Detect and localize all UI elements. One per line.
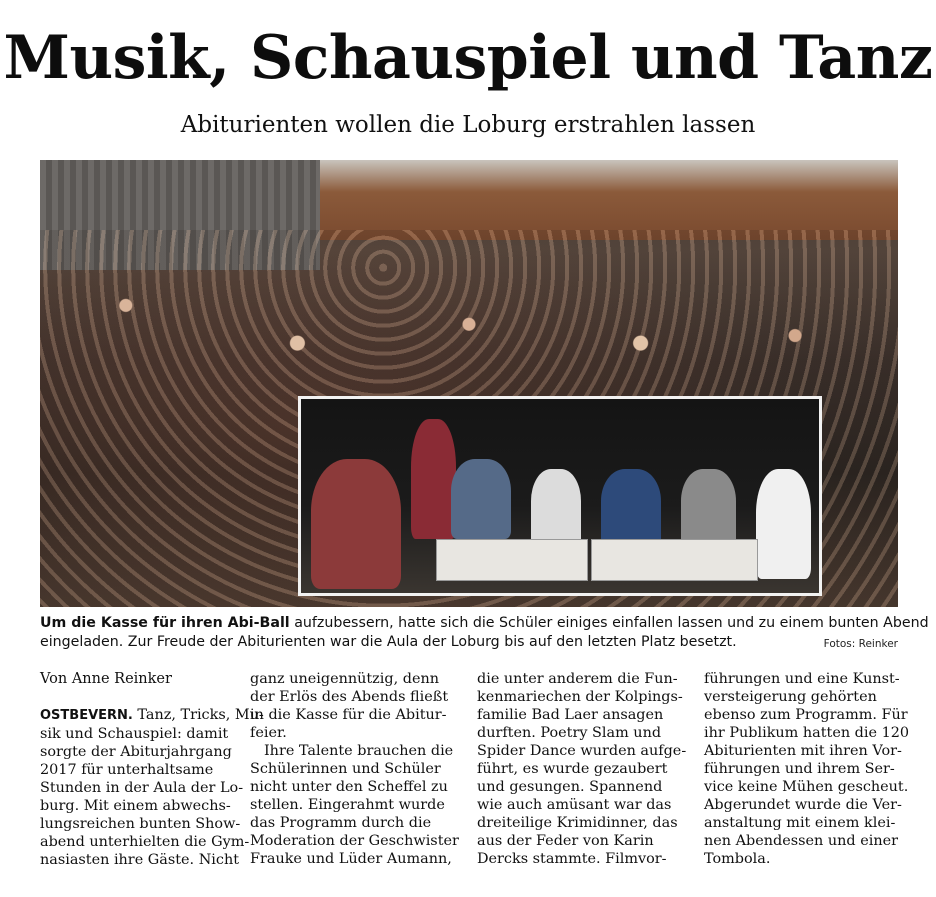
photo-caption bbox=[40, 614, 929, 652]
text-line: und gesungen. Spannend bbox=[477, 779, 663, 795]
text-line: familie Bad Laer ansagen bbox=[477, 707, 664, 723]
audience-photo bbox=[40, 160, 898, 607]
text-line: Spider Dance wurden aufge- bbox=[477, 743, 687, 759]
author: Von Anne Reinker bbox=[40, 671, 172, 687]
text-line: Abgerundet wurde die Ver- bbox=[704, 797, 902, 813]
text-line: burg. Mit einem abwechs- bbox=[40, 798, 231, 814]
text-line: kenmariechen der Kolpings- bbox=[477, 689, 683, 705]
text-line: führt, es wurde gezaubert bbox=[477, 761, 668, 777]
stage-inset-photo bbox=[298, 396, 822, 596]
text-line: ganz uneigennützig, denn bbox=[250, 671, 439, 687]
text-line: führungen und ihrem Ser- bbox=[704, 761, 895, 777]
text-line: feier. bbox=[250, 725, 287, 741]
text-line: lungsreichen bunten Show- bbox=[40, 816, 241, 832]
text-line: Frauke und Lüder Aumann, bbox=[250, 851, 452, 867]
dateline: OSTBEVERN. bbox=[40, 708, 133, 723]
text-line: Tanz, Tricks, Mu- bbox=[132, 707, 264, 723]
text-line: Ihre Talente brauchen die bbox=[264, 743, 454, 759]
text-line: Stunden in der Aula der Lo- bbox=[40, 780, 244, 796]
caption-text: aufzubessern, hatte sich die Schüler einiges einfallen lassen und zu einem bunten Abend bbox=[289, 615, 929, 631]
text-line: in die Kasse für die Abitur- bbox=[250, 707, 447, 723]
text-line: 2017 für unterhaltsame bbox=[40, 762, 214, 778]
text-line: durften. Poetry Slam und bbox=[477, 725, 662, 741]
text-line: sik und Schauspiel: damit bbox=[40, 726, 229, 742]
performer bbox=[756, 469, 811, 579]
text-line: ebenso zum Programm. Für bbox=[704, 707, 908, 723]
text-line: die unter anderem die Fun- bbox=[477, 671, 678, 687]
text-line: der Erlös des Abends fließt bbox=[250, 689, 449, 705]
text-line: versteigerung gehörten bbox=[704, 689, 877, 705]
performer bbox=[311, 459, 401, 589]
text-line: Abiturienten mit ihren Vor- bbox=[704, 743, 902, 759]
text-line: Schülerinnen und Schüler bbox=[250, 761, 441, 777]
headline: Musik, Schauspiel und Tanz bbox=[3, 23, 933, 93]
subheadline: Abiturienten wollen die Loburg erstrahlen lassen bbox=[180, 112, 756, 138]
text-line: nen Abendessen und einer bbox=[704, 833, 898, 849]
caption-lead: Um die Kasse für ihren Abi-Ball bbox=[40, 615, 290, 631]
article-column-2 bbox=[250, 670, 465, 868]
text-line: wie auch amüsant war das bbox=[477, 797, 672, 813]
text-line: das Programm durch die bbox=[250, 815, 432, 831]
wood-wall bbox=[320, 160, 898, 240]
article-column-4 bbox=[704, 670, 910, 868]
text-line: Tombola. bbox=[704, 851, 771, 867]
performer bbox=[601, 469, 661, 549]
caption-line-2: eingeladen. Zur Freude der Abiturienten war die Aula der Loburg bis auf den letzten Platz besetzt. bbox=[40, 634, 737, 650]
performer bbox=[681, 469, 736, 549]
text-line: sorgte der Abiturjahrgang bbox=[40, 744, 232, 760]
text-line: führungen und eine Kunst- bbox=[704, 671, 900, 687]
text-line: nasiasten ihre Gäste. Nicht bbox=[40, 852, 239, 868]
photo-credit: Fotos: Reinker bbox=[823, 638, 898, 650]
text-line: stellen. Eingerahmt wurde bbox=[250, 797, 445, 813]
article-column-3 bbox=[477, 670, 692, 868]
text-line: Dercks stammte. Filmvor- bbox=[477, 851, 667, 867]
performer bbox=[451, 459, 511, 539]
article-column-1 bbox=[40, 670, 264, 869]
text-line: anstaltung mit einem klei- bbox=[704, 815, 896, 831]
text-line: aus der Feder von Karin bbox=[477, 833, 654, 849]
performer bbox=[531, 469, 581, 549]
text-line: vice keine Mühen gescheut. bbox=[704, 779, 909, 795]
text-line: Moderation der Geschwister bbox=[250, 833, 459, 849]
stage-table bbox=[591, 539, 758, 581]
text-line: abend unterhielten die Gym- bbox=[40, 834, 250, 850]
performer bbox=[411, 419, 456, 539]
text-line: dreiteilige Krimidinner, das bbox=[477, 815, 678, 831]
stage-table bbox=[436, 539, 588, 581]
text-line: nicht unter den Scheffel zu bbox=[250, 779, 448, 795]
text-line: ihr Publikum hatten die 120 bbox=[704, 725, 910, 741]
